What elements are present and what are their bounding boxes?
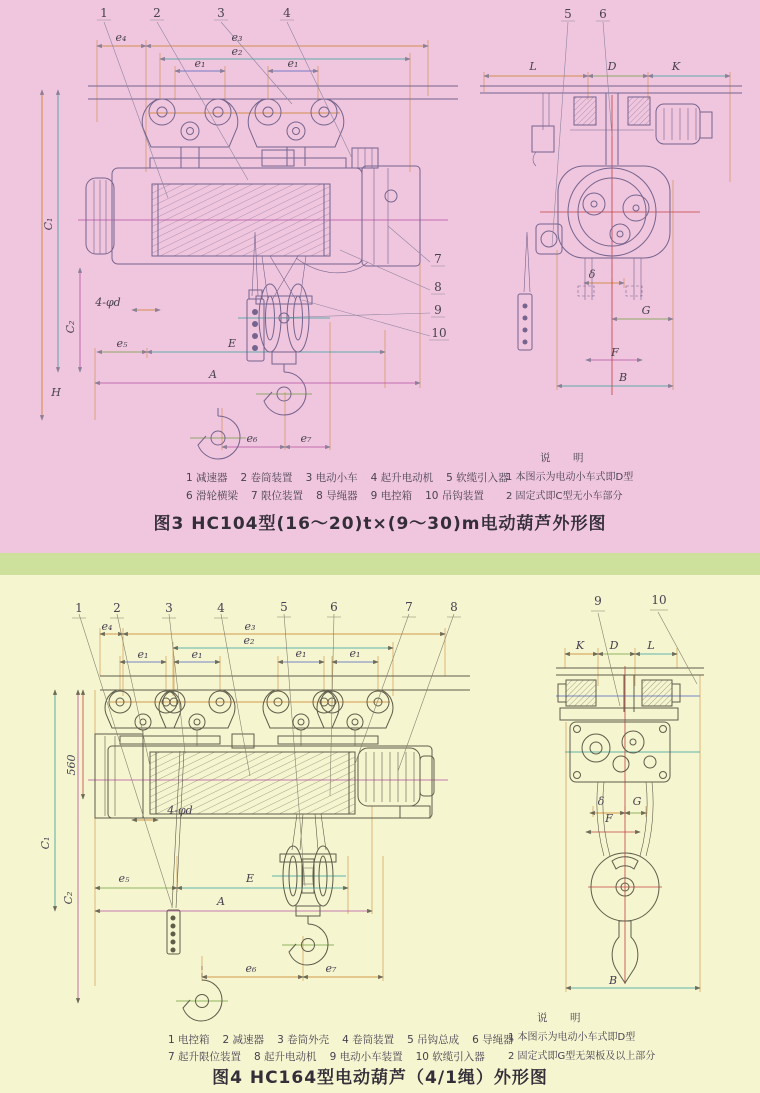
fig4-callout-1: 1 (75, 601, 83, 615)
fig4-dim-K: K (575, 639, 585, 652)
fig3-callout-6: 6 (599, 7, 607, 21)
fig4-dim-holes: 4-φd (167, 804, 193, 817)
fig4-dim-e2: e₂ (243, 634, 255, 647)
fig3-callout-9: 9 (434, 303, 442, 317)
fig4-dim-e5: e₅ (118, 872, 130, 885)
fig4-dim-G: G (632, 795, 642, 808)
fig4-callouts (75, 593, 666, 615)
fig4-legend-item: 8 起升电动机 (254, 1051, 317, 1063)
fig4-dim-e1-3: e₁ (295, 647, 307, 660)
fig3-legend-item: 3 电动小车 (305, 472, 358, 484)
fig3-dim-e6: e₆ (246, 432, 258, 445)
fig4-dim-B: B (608, 974, 618, 987)
fig3-legend-item: 5 软缆引入器 (446, 472, 509, 484)
fig3-callout-1: 1 (100, 6, 108, 20)
fig4-dim-e1-4: e₁ (349, 647, 361, 660)
fig4-legend-item: 6 导绳器 (472, 1034, 514, 1046)
fig4-legend-item: 9 电动小车装置 (329, 1051, 403, 1063)
fig4-callout-4: 4 (217, 601, 225, 615)
fig3-dim-G: G (641, 304, 651, 317)
fig4-legend-item: 1 电控箱 (168, 1034, 210, 1046)
fig3-note-2: 2 固定式即C型无小车部分 (506, 491, 623, 502)
fig3-dim-B: B (618, 371, 628, 384)
fig3-dim-L: L (529, 60, 537, 73)
fig3-dimension-lines (42, 46, 730, 447)
fig3-dim-e7: e₇ (300, 432, 312, 445)
fig3-legend-item: 8 导绳器 (316, 490, 358, 502)
fig3-note-1: 1 本图示为电动小车式即D型 (506, 472, 634, 483)
fig4-legend-item: 10 软缆引入器 (415, 1051, 485, 1063)
fig3-dim-E: E (227, 337, 237, 350)
fig3-callout-5: 5 (564, 7, 572, 21)
fig4-dim-F: F (605, 812, 613, 825)
fig3-dim-H: H (51, 386, 61, 399)
fig4-callout-8: 8 (450, 600, 458, 614)
fig3-legend-item: 7 限位装置 (251, 490, 304, 502)
fig3-dim-F: F (611, 346, 619, 359)
fig3-caption: 图3 HC104型(16～20)t×(9～30)m电动葫芦外形图 (153, 514, 607, 534)
fig4-dim-delta: δ (597, 795, 605, 808)
fig4-dim-e4: e₄ (101, 620, 113, 633)
fig4-callout-9: 9 (594, 594, 602, 608)
fig4-legend-item: 2 减速器 (222, 1034, 265, 1046)
fig3-callout-2: 2 (153, 6, 161, 20)
fig4-callout-7: 7 (405, 600, 413, 614)
fig3-dim-holes: 4-φd (95, 296, 121, 309)
fig3-front-view (86, 86, 458, 459)
fig3-dim-e4: e₄ (115, 31, 127, 44)
fig4-callout-2: 2 (113, 601, 121, 615)
fig3-callout-8: 8 (434, 280, 442, 294)
fig3-dim-K: K (671, 60, 681, 73)
fig3-legend-item: 4 起升电动机 (370, 472, 434, 484)
fig4-dim-e7: e₇ (325, 962, 337, 975)
fig3-dim-C1: C₁ (42, 217, 55, 231)
fig4-drawing (0, 556, 760, 1093)
fig4-caption: 图4 HC164型电动葫芦（4/1绳）外形图 (212, 1068, 548, 1088)
fig3-callout-10: 10 (431, 326, 447, 340)
fig3-dim-e1-right: e₁ (287, 57, 299, 70)
fig4-dim-e1-2: e₁ (191, 648, 203, 661)
fig4-note-1: 1 本图示为电动小车式即D型 (508, 1032, 636, 1043)
fig4-legend-item: 3 卷筒外壳 (277, 1034, 330, 1046)
fig4-callout-3: 3 (165, 601, 173, 615)
fig3-callout-4: 4 (283, 6, 291, 20)
fig4-dim-E: E (245, 872, 255, 885)
fig4-dim-C1: C₁ (39, 836, 52, 850)
fig4-dim-D: D (609, 639, 619, 652)
fig3-legend-item: 2 卷筒装置 (240, 472, 293, 484)
fig3-dim-e2: e₂ (231, 45, 243, 58)
fig3-dim-D: D (607, 60, 617, 73)
fig3-legend-item: 6 滑轮横梁 (186, 490, 239, 502)
fig3-dim-delta: δ (588, 268, 596, 281)
fig3-dim-A: A (209, 368, 217, 381)
fig4-notes-title: 说 明 (537, 1012, 587, 1024)
fig3-legend-item: 9 电控箱 (370, 490, 413, 502)
fig4-legend-item: 7 起升限位装置 (168, 1051, 242, 1063)
fig4-callout-6: 6 (330, 600, 338, 614)
fig4-callout-10: 10 (651, 593, 667, 607)
fig4-legend-row1 (168, 1032, 514, 1047)
fig3-callouts (100, 6, 607, 340)
fig3-dim-e5: e₅ (116, 337, 128, 350)
fig4-side-view (556, 668, 704, 983)
fig4-callout-5: 5 (280, 600, 288, 614)
fig3-legend-row2 (186, 488, 484, 503)
fig4-legend-item: 4 卷筒装置 (342, 1034, 395, 1046)
fig3-legend-item: 1 减速器 (186, 472, 228, 484)
fig4-legend-item: 5 吊钩总成 (407, 1034, 460, 1046)
fig3-legend-row1 (186, 470, 509, 485)
fig3-notes-title: 说 明 (540, 452, 590, 464)
fig3-callout-7: 7 (434, 252, 442, 266)
fig4-dim-C2: C₂ (62, 891, 75, 905)
fig4-legend-row2 (168, 1049, 485, 1064)
fig3-dim-e1-left: e₁ (194, 57, 206, 70)
fig4-dim-L: L (647, 639, 655, 652)
fig4-note-2: 2 固定式即G型无架板及以上部分 (508, 1051, 656, 1062)
fig4-dim-e3: e₃ (244, 620, 256, 633)
fig4-dim-560: 560 (65, 754, 78, 776)
fig3-dim-C2: C₂ (64, 320, 77, 334)
fig3-legend-item: 10 吊钩装置 (425, 490, 484, 502)
fig4-dim-e1-1: e₁ (137, 648, 149, 661)
fig4-dim-e6: e₆ (245, 962, 257, 975)
fig3-callout-3: 3 (217, 6, 225, 20)
fig4-dim-A: A (217, 895, 225, 908)
fig4-front-view (95, 676, 470, 1021)
fig3-dim-e3: e₃ (231, 31, 243, 44)
